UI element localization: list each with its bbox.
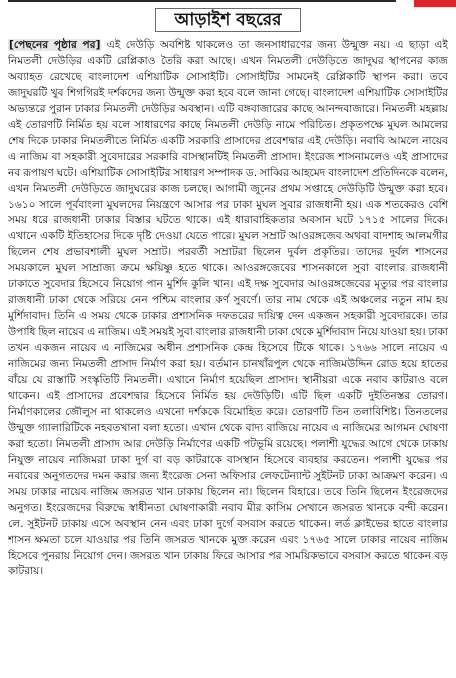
article-body <box>8 38 448 678</box>
top-rule <box>8 0 396 2</box>
continued-from-label: [পেছনের পৃষ্ঠার পর] <box>9 39 101 51</box>
article-paragraph <box>8 38 448 580</box>
article-header <box>0 8 456 34</box>
article-title: আড়াইশ বছরের <box>155 8 300 32</box>
page-number-tab <box>414 0 456 7</box>
article-text: এই দেউড়ি অবশিষ্ট থাকলেও তা জনসাধারণের জন্য উন্মুক্ত নয়। এ ছাড়া এই নিমতলী দেউড়ির একটি রেপ্লিকাও তৈরি করা আছে। এখন নিমতলী দেউড়িতে জাদুঘর স্থাপনের কাজ অব্যাহত রেখেছে বাংলাদেশ এশিয়াটিক সোসাইটি। সোসাইটির সামনেই রেপ্লিকাটি স্থাপন করা। তবে জাদুঘরটি খুব শিগগিরই দর্শকদের জন্য উন্মুক্ত করা হবে বলে জানা গেছে। বাংলাদেশ এশিয়াটিক সোসাইটির অভ্যন্তরে পুরান ঢাকার নিমতলী দেউড়ির অবস্থান। এটি বঙ্গবাজারের কাছে আনন্দবাজারে। নিমতলী মহল্লায় এই তোরণটি নির্মিত হয় বলে সাধারণের কাছে নিমতলী দেউড়ি নামে পরিচিত। প্রকৃতপক্ষে মুঘল আমলের শেষ দিকে ঢাকার নিমতলীতে নির্মিত একটি সরকারি প্রাসাদের প্রবেশদ্বার এই দেউড়ি। নবাবি আমলে নায়েব এ নাজিম বা সহকারী সুবেদারের সরকারি বাসস্থানটিই নিমতলী প্রাসাদ। ইংরেজ শাসনামলেও এই প্রাসাদের নব রূপায়ণ ঘটে। এশিয়াটিক সোসাইটির সাধারণ সম্পাদক ড. সাব্বির আহমেদ বাংলাদেশ প্রতিদিনকে বলেন, এখন নিমতলী দেউড়িতে জাদুঘরের কাজ চলছে। আগামী জুনের প্রথম সপ্তাহে দেউড়িটি উন্মুক্ত করা হবে। ১৬১০ সালে পূর্ববাংলা মুঘলদের নিয়ন্ত্রণে আসার পর ঢাকা মুঘল সুবার রাজধানী হয়। এক শতকেরও বেশি সময় ধরে রাজধানী ঢাকার বিস্তার ঘটতে থাকে। এই ধারাবাহিকতার অবসান ঘটে ১৭১৫ সালের দিকে। এখানে একটি ইতিহাসের দিকে দৃষ্টি দেওয়া যেতে পারে। মুঘল সম্রাট আওরঙ্গজেব অথবা বাদশাহ আলমগীর ছিলেন শেষ প্রভাবশালী মুঘল সম্রাট। পরবর্তী সম্রাটরা ছিলেন দুর্বল প্রকৃতির। তাদের দুর্বল শাসনের সময়কালে মুঘল সাম্রাজ্য ক্রমে ক্ষয়িষ্ণু হতে থাকে। আওরঙ্গজেবের শাসনকালে সুবা বাংলার রাজধানী ঢাকাতে সুবেদার হিসেবে নিয়োগ পান মুর্শিদ কুলি খান। এই দক্ষ সুবেদার আওরঙ্গজেবের মৃত্যুর পর বাংলার রাজধানী ঢাকা থেকে সরিয়ে নেন পশ্চিম বাংলার কর্ণ সুবর্ণে। তার নাম থেকে এই অঞ্চলের নতুন নাম হয় মুর্শিদাবাদ। তিনি এ সময় থেকে ঢাকার প্রশাসনিক দফতরের দায়িত্ব দেন একজন সহকারী সুবেদারকে। তার উপাধি ছিল নায়েব এ নাজিম। এই সময়ই সুবা বাংলার রাজধানী ঢাকা থেকে মুর্শিদাবাদ নিয়ে যাওয়া হয়। ঢাকা তখন একজন নায়েব এ নাজিমের অধীন প্রশাসনিক কেন্দ্র হিসেবে টিকে থাকে। ১৭৬৬ সালে নায়েব এ নাজিমের জন্য নিমতলী প্রাসাদ নির্মাণ করা হয়। বর্তমান চানখাঁরপুল থেকে নাজিমউদ্দিন রোড হয়ে হাতের বাঁয়ে যে রাস্তাটি সংস্কৃতিটি নিমতলী। এখানে নির্মাণ হয়েছিল প্রাসাদ। স্থানীয়রা একে নবাব কাটরাও বলে থাকেন। এই প্রাসাদের প্রবেশদ্বার হিসেবে নির্মিত হয় দেউড়িটি। এটি ছিল একটি দুইতিনস্তর তোরণ। নির্মাণকালের জৌলুস না থাকলেও এখনো দর্শককে বিমোহিত করে। তোরণটি তিন তলাবিশিষ্ট। তিনতলের উন্মুক্ত গ্যালারিটিকে নহবতখানা বলা হতো। এখান থেকে বাদ্য বাজিয়ে নায়েব এ নাজিমের আগমন ঘোষণা করা হতো। নিমতলী প্রাসাদ আর দেউড়ি নির্মাণের একটি পটভূমি রয়েছে। পলাশী যুদ্ধের আগে থেকে ঢাকায় নিযুক্ত নায়েব নাজিমরা ঢাকা দুর্গ বা বড় কাটরাকে বাসস্থান হিসেবে ব্যবহার করতেন। পলাশী যুদ্ধের পর নবাবের অনুগতদের দমন করার জন্য ইংরেজ সেনা অফিসার লেফটেন্যান্ট সুইটনট ঢাকা আক্রমণ করেন। এ সময় ঢাকার নায়েব নাজিম জসরত খান ঢাকায় ছিলেন না। ছিলেন বিহারে। তবে তিনি ছিলেন ইংরেজদের অনুগত। ইংরেজদের বিরুদ্ধে স্বাধীনতা ঘোষণাকারী নবাব মীর কাসিম সেখানে জসরত খানকে বন্দী করেন। লে. সুইটনট ঢাকায় এসে অবস্থান নেন এবং ঢাকা দুর্গে বসবাস করতে থাকেন। লর্ড ক্লাইভের হাতে বাংলার শাসন ক্ষমতা চলে যাওয়ার পর তিনি জসরত খানকে মুক্ত করেন এবং ১৭৬৫ সালে ঢাকার নায়েব নাজিম হিসেবে পুনরায় নিয়োগ দেন। জসরত খান ঢাকায় ফিরে আসার পর সাময়িকভাবে বসবাস করতে থাকেন বড় কাটরায়। <box>8 39 448 578</box>
